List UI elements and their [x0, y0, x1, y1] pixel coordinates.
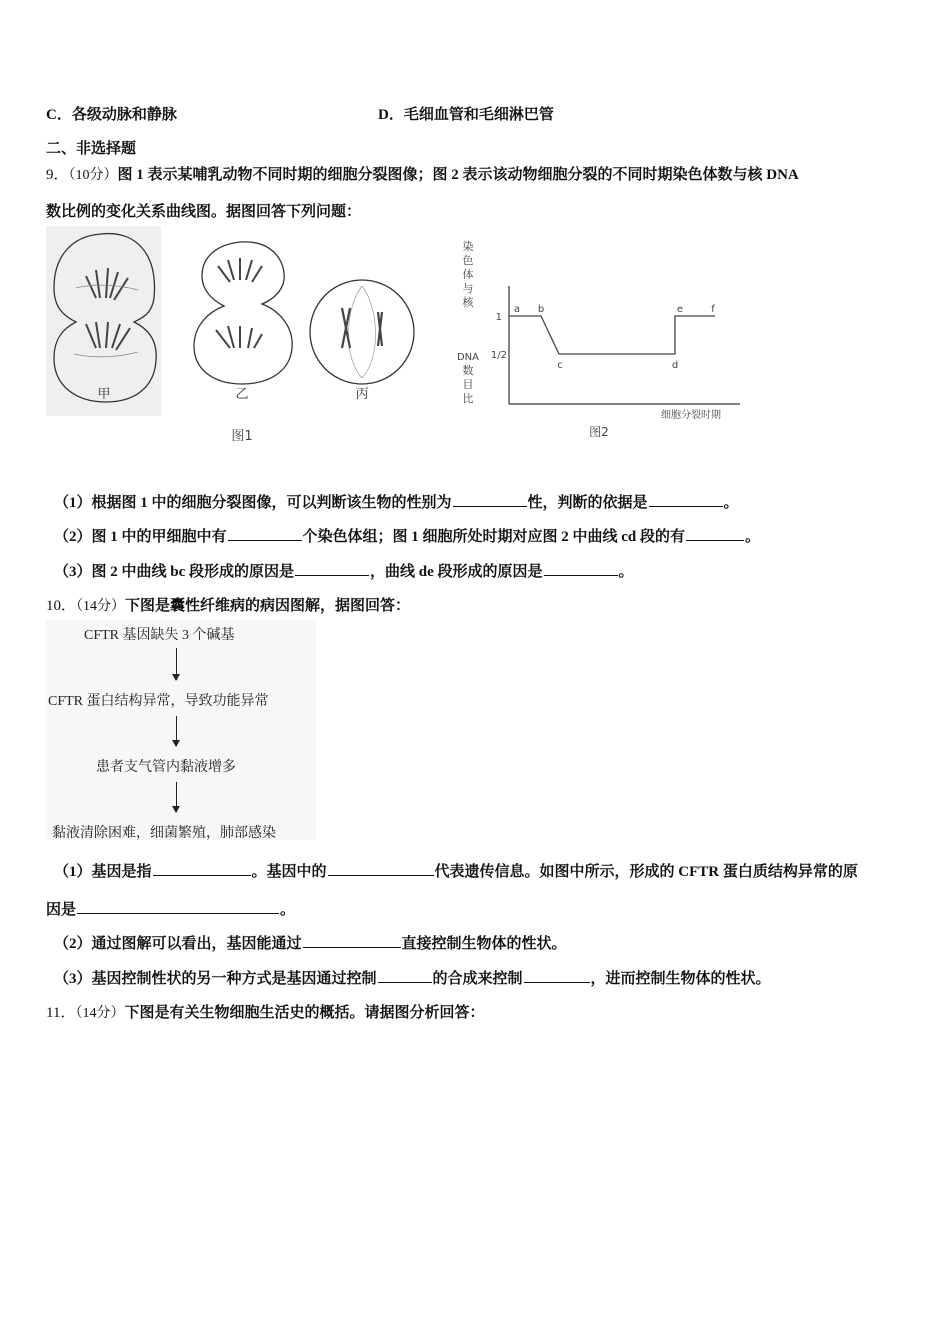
cell-yi — [194, 242, 292, 384]
fig1-caption: 图1 — [231, 429, 253, 444]
fig1-label-jia: 甲 — [97, 387, 111, 402]
ylabel-char: 核 — [462, 296, 474, 309]
q9-sub2-text: 个染色体组；图 1 细胞所处时期对应图 2 中曲线 cd 段的有 — [302, 529, 686, 545]
q10-sub3 — [54, 967, 771, 988]
q10-sub1-text: 代表遗传信息。如图中所示，形成的 CFTR 蛋白质结构异常的原 — [434, 864, 858, 880]
cell-bing — [310, 280, 414, 384]
ylabel-char: 染 — [462, 240, 474, 253]
q9-sub3 — [54, 560, 634, 581]
q10-sub1-text: 。基因中的 — [251, 864, 327, 880]
answer-blank[interactable] — [453, 491, 527, 507]
fig1-label-yi: 乙 — [235, 387, 249, 402]
q9-stem-line1 — [46, 163, 799, 184]
q9-sub1-text: （1）根据图 1 中的细胞分裂图像，可以判断该生物的性别为 — [54, 495, 452, 511]
q9-sub1-text: 。 — [723, 495, 739, 511]
point-d: d — [671, 360, 679, 371]
q10-sub3-text: （3）基因控制性状的另一种方式是基因通过控制 — [54, 971, 377, 987]
ylabel-char: 目 — [462, 378, 474, 391]
q9-stem: 图 1 表示某哺乳动物不同时期的细胞分裂图像；图 2 表示该动物细胞分裂的不同时期染色体数与核 DNA — [117, 167, 799, 183]
answer-blank[interactable] — [544, 560, 618, 576]
flow-step-1: CFTR 基因缺失 3 个碱基 — [84, 628, 235, 643]
q11-number: 11． — [46, 1005, 76, 1021]
q9-sub3-text: （3）图 2 中曲线 bc 段形成的原因是 — [54, 564, 295, 580]
ylabel-char: 数 — [462, 364, 474, 377]
ylabel-char: 与 — [462, 282, 474, 295]
q9-sub3-text: 。 — [618, 564, 634, 580]
answer-blank[interactable] — [77, 898, 279, 914]
q9-sub1-text: 性，判断的依据是 — [527, 495, 648, 511]
q10-sub2-text: 直接控制生物体的性状。 — [401, 936, 567, 952]
answer-blank[interactable] — [378, 967, 432, 983]
q11-score: （14分） — [75, 1006, 125, 1021]
flow-step-3: 患者支气管内黏液增多 — [96, 760, 236, 775]
answer-blank[interactable] — [295, 560, 369, 576]
q10-number: 10． — [46, 598, 77, 614]
point-e: e — [676, 304, 684, 315]
q9-sub2 — [54, 525, 760, 546]
q9-sub3-text: ，曲线 de 段形成的原因是 — [370, 564, 543, 580]
flow-arrow — [176, 716, 177, 746]
q10-sub3-text: 的合成来控制 — [432, 971, 523, 987]
fig1-label-bing: 丙 — [355, 387, 369, 402]
point-c: c — [557, 360, 563, 371]
q10-sub2 — [54, 932, 567, 953]
answer-blank[interactable] — [303, 932, 401, 948]
q9-sub2-text: （2）图 1 中的甲细胞中有 — [54, 529, 227, 545]
q10-stem — [46, 594, 410, 615]
q11-stem — [46, 1001, 484, 1022]
tick-half: 1/2 — [490, 350, 507, 361]
point-a: a — [513, 304, 521, 315]
q10-sub3-text: ，进而控制生物体的性状。 — [590, 971, 771, 987]
answer-blank[interactable] — [328, 860, 434, 876]
q10-stem-text: 下图是囊性纤维病的病因图解，据图回答： — [125, 598, 411, 614]
answer-blank[interactable] — [228, 525, 302, 541]
flow-arrow — [176, 648, 177, 680]
cftr-flowchart — [46, 620, 316, 840]
q10-sub1-text: （1）基因是指 — [54, 864, 152, 880]
section-title: 二、非选择题 — [46, 141, 137, 157]
q10-score: （14分） — [76, 599, 126, 614]
q9-sub2-text: 。 — [745, 529, 761, 545]
figure-1-cell-division — [46, 226, 426, 451]
point-f: f — [711, 304, 715, 315]
q9-stem-line2: 数比例的变化关系曲线图。据图回答下列问题： — [46, 204, 362, 220]
ratio-curve — [509, 316, 715, 354]
q10-sub2-text: （2）通过图解可以看出，基因能通过 — [54, 936, 302, 952]
q10-sub1-line1 — [54, 860, 858, 881]
x-axis-label: 细胞分裂时期 — [661, 410, 721, 421]
figure-2-ratio-curve — [455, 238, 755, 448]
ylabel-dna: DNA — [456, 352, 480, 363]
q9-number: 9． — [46, 167, 69, 183]
q10-sub1-text: 因是 — [46, 902, 77, 918]
fig2-caption: 图2 — [589, 425, 609, 439]
flow-step-4: 黏液清除困难，细菌繁殖，肺部感染 — [52, 826, 276, 841]
tick-1: 1 — [495, 312, 502, 323]
q11-stem-text: 下图是有关生物细胞生活史的概括。请据图分析回答： — [124, 1005, 485, 1021]
answer-blank[interactable] — [649, 491, 723, 507]
option-c: C．各级动脉和静脉 — [46, 107, 177, 123]
answer-blank[interactable] — [524, 967, 590, 983]
flow-step-2: CFTR 蛋白结构异常，导致功能异常 — [48, 694, 269, 709]
ylabel-char: 比 — [462, 392, 474, 405]
ylabel-char: 色 — [462, 254, 474, 267]
q10-sub1-text: 。 — [280, 902, 296, 918]
option-d: D．毛细血管和毛细淋巴管 — [378, 107, 554, 123]
answer-blank[interactable] — [686, 525, 744, 541]
q9-score: （10分） — [68, 168, 118, 183]
q10-sub1-line2 — [46, 898, 295, 919]
point-b: b — [537, 304, 545, 315]
ylabel-char: 体 — [462, 268, 474, 281]
answer-blank[interactable] — [153, 860, 251, 876]
q9-sub1 — [54, 491, 739, 512]
flow-arrow — [176, 782, 177, 812]
